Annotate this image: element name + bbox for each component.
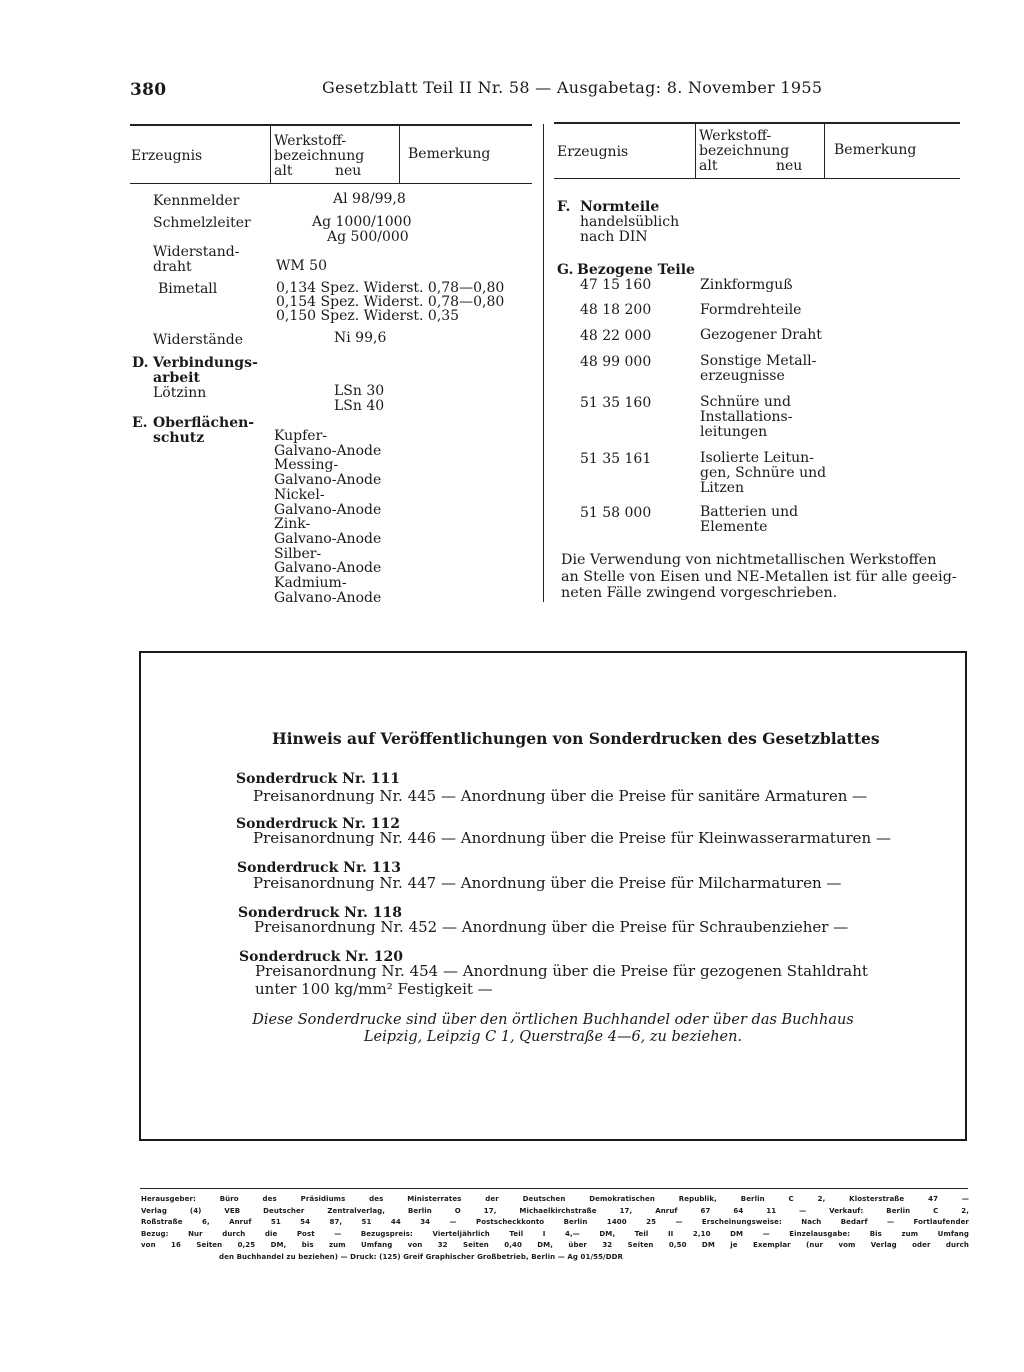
col-header-erzeugnis: Erzeugnis bbox=[557, 144, 629, 160]
col-header-bemerkung: Bemerkung bbox=[408, 146, 491, 162]
item-description: Isolierte Leitun- bbox=[700, 450, 814, 466]
col-header-bezeichnung: bezeichnung bbox=[699, 143, 790, 159]
rule bbox=[270, 124, 271, 184]
row-label: Widerstand- bbox=[153, 244, 240, 260]
notice-box bbox=[139, 651, 967, 1141]
section-title: Verbindungs- bbox=[153, 355, 258, 371]
sonderdruck-text: Preisanordnung Nr. 454 — Anordnung über die Preise für gezogenen Stahldraht bbox=[255, 962, 868, 980]
sonderdruck-label: Sonderdruck Nr. 118 bbox=[238, 905, 403, 921]
anode-list bbox=[274, 429, 381, 605]
row-value: Ag 500/000 bbox=[327, 229, 409, 245]
item-code: 51 35 161 bbox=[580, 451, 652, 467]
rule bbox=[130, 183, 532, 184]
col-header-bemerkung: Bemerkung bbox=[834, 142, 917, 158]
item-description: Litzen bbox=[700, 480, 745, 496]
sonderdruck-text: Preisanordnung Nr. 446 — Anordnung über die Preise für Kleinwasserarmaturen — bbox=[253, 829, 891, 847]
row-value: 0,134 Spez. Widerst. 0,78—0,80 bbox=[276, 280, 505, 296]
row-value: LSn 30 bbox=[334, 383, 385, 399]
list-item: Galvano-Anode bbox=[274, 442, 382, 459]
footnote-paragraph bbox=[561, 552, 961, 602]
col-header-neu: neu bbox=[776, 158, 803, 174]
sonderdruck-label: Sonderdruck Nr. 112 bbox=[236, 816, 401, 832]
paragraph-line: neten Fälle zwingend vorgeschrieben. bbox=[561, 585, 838, 601]
list-item: Kupfer- bbox=[274, 428, 328, 444]
section-title: Normteile bbox=[580, 199, 660, 215]
row-label: draht bbox=[153, 259, 192, 275]
col-header-neu: neu bbox=[335, 163, 362, 179]
row-value: Ni 99,6 bbox=[334, 330, 387, 346]
col-header-werkstoff: Werkstoff- bbox=[699, 128, 772, 144]
running-title: Gesetzblatt Teil II Nr. 58 — Ausgabetag: 8. November 1955 bbox=[322, 78, 823, 97]
row-label: Lötzinn bbox=[153, 385, 207, 401]
item-description: Sonstige Metall- bbox=[700, 353, 817, 369]
row-value: 0,150 Spez. Widerst. 0,35 bbox=[276, 308, 460, 324]
section-title: schutz bbox=[153, 430, 205, 446]
paragraph-line: Die Verwendung von nichtmetallischen Werkstoffen bbox=[561, 552, 937, 568]
list-item: Silber- bbox=[274, 545, 322, 562]
item-description: Installations- bbox=[700, 409, 793, 425]
imprint bbox=[141, 1194, 969, 1263]
row-label: Kennmelder bbox=[153, 193, 240, 209]
col-header-bezeichnung: bezeichnung bbox=[274, 148, 365, 164]
row-label: Bimetall bbox=[158, 281, 218, 297]
col-header-erzeugnis: Erzeugnis bbox=[131, 148, 203, 164]
list-item: Galvano-Anode bbox=[274, 589, 382, 606]
row-value: WM 50 bbox=[276, 258, 327, 274]
item-description: Batterien und bbox=[700, 504, 799, 520]
section-title: arbeit bbox=[153, 370, 200, 386]
item-code: 48 18 200 bbox=[580, 302, 652, 318]
section-letter: G. bbox=[557, 262, 574, 278]
item-code: 48 22 000 bbox=[580, 328, 652, 344]
rule bbox=[824, 122, 825, 178]
item-description: Elemente bbox=[700, 519, 768, 535]
note-line: Diese Sonderdrucke sind über den örtlichen Buchhandel oder über das Buchhaus bbox=[252, 1012, 854, 1028]
list-item: Galvano-Anode bbox=[274, 501, 382, 518]
item-code: 51 35 160 bbox=[580, 395, 652, 411]
section-title: Oberflächen- bbox=[153, 415, 255, 431]
sonderdruck-label: Sonderdruck Nr. 120 bbox=[239, 949, 404, 965]
sonderdruck-text: Preisanordnung Nr. 452 — Anordnung über die Preise für Schraubenzieher — bbox=[254, 918, 849, 936]
imprint-line: von 16 Seiten 0,25 DM, bis zum Umfang von 32 Seiten 0,40 DM, über 32 Seiten 0,50 DM je Exemplar (nur vom Verlag oder durch bbox=[141, 1241, 969, 1249]
list-item: Galvano-Anode bbox=[274, 560, 382, 577]
list-item: Messing- bbox=[274, 457, 339, 474]
sonderdruck-text: unter 100 kg/mm² Festigkeit — bbox=[255, 980, 493, 998]
col-header-werkstoff: Werkstoff- bbox=[274, 133, 347, 149]
sonderdruck-text: Preisanordnung Nr. 445 — Anordnung über die Preise für sanitäre Armaturen — bbox=[253, 787, 868, 805]
sonderdruck-label: Sonderdruck Nr. 113 bbox=[237, 860, 402, 876]
row-value: Al 98/99,8 bbox=[333, 191, 406, 207]
imprint-rule bbox=[140, 1188, 968, 1189]
rule bbox=[399, 124, 400, 184]
item-code: 51 58 000 bbox=[580, 505, 652, 521]
section-subtitle: nach DIN bbox=[580, 229, 648, 245]
list-item: Nickel- bbox=[274, 486, 325, 503]
imprint-line: den Buchhandel zu beziehen) — Druck: (125) Greif Graphischer Großbetrieb, Berlin — Ag 01/55/DDR bbox=[219, 1252, 624, 1261]
paragraph-line: an Stelle von Eisen und NE-Metallen ist für alle geeig- bbox=[561, 568, 957, 585]
rule bbox=[695, 122, 696, 178]
rule bbox=[130, 124, 532, 126]
item-description: leitungen bbox=[700, 424, 768, 440]
section-title: Bezogene Teile bbox=[577, 262, 695, 278]
list-item: Zink- bbox=[274, 516, 311, 533]
note-line: Leipzig, Leipzig C 1, Querstraße 4—6, zu beziehen. bbox=[363, 1029, 743, 1045]
notice-title: Hinweis auf Veröffentlichungen von Sonderdrucken des Gesetzblattes bbox=[272, 729, 880, 748]
item-description: erzeugnisse bbox=[700, 368, 785, 384]
imprint-line: Bezug: Nur durch die Post — Bezugspreis: Vierteljährlich Teil I 4,— DM, Teil II 2,10 DM — Einzelausgabe: Bis zum Umfang bbox=[141, 1229, 969, 1238]
section-letter: F. bbox=[557, 199, 571, 215]
row-value: 0,154 Spez. Widerst. 0,78—0,80 bbox=[276, 294, 505, 310]
row-value: Ag 1000/1000 bbox=[312, 214, 412, 230]
column-divider bbox=[543, 124, 544, 602]
page-number: 380 bbox=[130, 80, 167, 100]
notice-note bbox=[220, 1012, 886, 1046]
section-subtitle: handelsüblich bbox=[580, 214, 680, 230]
section-letter: D. bbox=[132, 355, 149, 371]
rule bbox=[554, 122, 960, 124]
item-description: gen, Schnüre und bbox=[700, 465, 827, 481]
row-value: LSn 40 bbox=[334, 398, 385, 414]
sonderdruck-text: Preisanordnung Nr. 447 — Anordnung über die Preise für Milcharmaturen — bbox=[253, 874, 842, 892]
list-item: Kadmium- bbox=[274, 575, 347, 592]
row-label: Schmelzleiter bbox=[153, 215, 251, 231]
item-code: 47 15 160 bbox=[580, 277, 652, 293]
item-description: Schnüre und bbox=[700, 394, 791, 410]
item-code: 48 99 000 bbox=[580, 354, 652, 370]
imprint-line: Herausgeber: Büro des Präsidiums des Ministerrates der Deutschen Demokratischen Republik, Berlin C 2, Klosterstraße 47 — bbox=[141, 1195, 969, 1203]
section-letter: E. bbox=[132, 415, 148, 431]
item-description: Zinkformguß bbox=[700, 277, 793, 293]
item-description: Formdrehteile bbox=[700, 302, 802, 318]
col-header-alt: alt bbox=[274, 163, 293, 179]
sonderdruck-label: Sonderdruck Nr. 111 bbox=[236, 771, 401, 787]
row-label: Widerstände bbox=[153, 332, 243, 348]
imprint-line: Roßstraße 6, Anruf 51 54 87, 51 44 34 — Postscheckkonto Berlin 1400 25 — Erscheinungsweise: Nach Bedarf — Fortlaufender bbox=[141, 1218, 969, 1226]
list-item: Galvano-Anode bbox=[274, 472, 382, 489]
imprint-line: Verlag (4) VEB Deutscher Zentralverlag, Berlin O 17, Michaelkirchstraße 17, Anruf 67 64 11 — Verkauf: Berlin C 2, bbox=[141, 1206, 969, 1215]
rule bbox=[554, 178, 960, 179]
item-description: Gezogener Draht bbox=[700, 327, 822, 343]
col-header-alt: alt bbox=[699, 158, 718, 174]
list-item: Galvano-Anode bbox=[274, 530, 382, 547]
